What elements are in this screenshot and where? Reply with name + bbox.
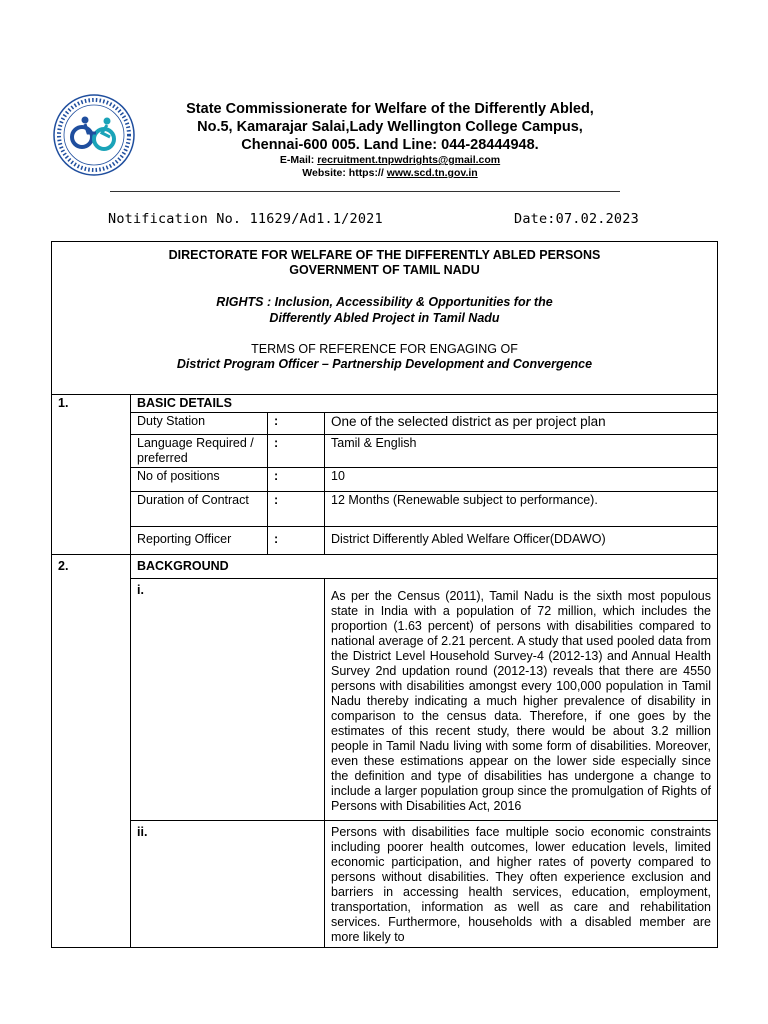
list-item xyxy=(52,821,718,948)
section-row xyxy=(52,395,718,413)
row-label: Reporting Officer xyxy=(131,527,268,555)
website-link[interactable]: www.scd.tn.gov.in xyxy=(386,167,478,179)
item-number: i. xyxy=(131,579,325,821)
section-heading: BASIC DETAILS xyxy=(131,395,718,413)
email-line: E-Mail: recruitment.tnpwdrights@gmail.com xyxy=(279,154,501,166)
project-title-line2: Differently Abled Project in Tamil Nadu xyxy=(269,311,500,325)
item-paragraph: As per the Census (2011), Tamil Nadu is the sixth most populous state in India with a population of 72 million, which includes the proportion (1.63 percent) of persons with disabilities compared to national average of 2.21 percent. A study that used pooled data from the District Level Household Survey-4 (2012-13) and Annual Health Survey 2nd updation round (2012-13) reveals that there are 4550 persons with disabilities amongst every 100,000 population in Tamil Nadu thereby indicating a much higher prevalence of disability in comparison to the census data. Therefore, if one goes by the estimates of this recent study, there would be about 3.2 million people in Tamil Nadu living with some form of disabilities. Moreover, even these estimations appear on the lower side especially since the definition and type of disabilities has undergone a change to include a larger population group since the promulgation of Rights of Persons with Disabilities Act, 2016 xyxy=(325,579,718,821)
row-value: District Differently Abled Welfare Officer(DDAWO) xyxy=(325,527,718,555)
title-box xyxy=(51,241,718,394)
table-row xyxy=(52,468,718,492)
department-logo-icon xyxy=(52,93,136,177)
row-colon: : xyxy=(268,527,325,555)
row-colon: : xyxy=(268,435,325,468)
website-line: Website: https:// www.scd.tn.gov.in xyxy=(302,167,478,179)
row-value: Tamil & English xyxy=(325,435,718,468)
org-city-phone: Chennai-600 005. Land Line: 044-28444948. xyxy=(241,137,539,153)
item-paragraph: Persons with disabilities face multiple socio economic constraints including poorer health outcomes, lower education levels, limited economic participation, and higher rates of poverty compared to persons without disabilities. They often experience exclusion and barriers in accessing health services, education, employment, transportation, information as well as care and rehabilitation services. Furthermore, households with a disabled member are more likely to xyxy=(325,821,718,948)
letterhead xyxy=(140,100,640,180)
row-label: No of positions xyxy=(131,468,268,492)
row-value: 12 Months (Renewable subject to performance). xyxy=(325,492,718,527)
org-name: State Commissionerate for Welfare of the Differently Abled, xyxy=(186,101,594,117)
header-divider xyxy=(110,191,620,192)
item-number: ii. xyxy=(131,821,325,948)
table-row xyxy=(52,492,718,527)
row-label: Duty Station xyxy=(131,413,268,435)
section-heading: BACKGROUND xyxy=(131,555,718,579)
row-colon: : xyxy=(268,492,325,527)
section-number: 1. xyxy=(52,395,131,555)
terms-table xyxy=(51,394,718,948)
row-colon: : xyxy=(268,468,325,492)
directorate-title: DIRECTORATE FOR WELFARE OF THE DIFFERENTLY ABLED PERSONS xyxy=(168,248,601,262)
email-link[interactable]: recruitment.tnpwdrights@gmail.com xyxy=(317,154,501,166)
government-title: GOVERNMENT OF TAMIL NADU xyxy=(289,263,480,277)
org-address: No.5, Kamarajar Salai,Lady Wellington College Campus, xyxy=(197,119,583,135)
tor-heading: TERMS OF REFERENCE FOR ENGAGING OF xyxy=(251,342,518,356)
notification-number: Notification No. 11629/Ad1.1/2021 xyxy=(108,211,383,227)
project-title-line1: RIGHTS : Inclusion, Accessibility & Opportunities for the xyxy=(216,295,553,309)
row-colon: : xyxy=(268,413,325,435)
section-row xyxy=(52,555,718,579)
row-label: Duration of Contract xyxy=(131,492,268,527)
notification-date: Date:07.02.2023 xyxy=(514,211,639,227)
post-title: District Program Officer – Partnership Development and Convergence xyxy=(176,357,593,371)
table-row xyxy=(52,527,718,555)
row-value: 10 xyxy=(325,468,718,492)
row-value: One of the selected district as per project plan xyxy=(325,413,718,435)
list-item xyxy=(52,579,718,821)
table-row xyxy=(52,413,718,435)
row-label: Language Required / preferred xyxy=(131,435,268,468)
table-row xyxy=(52,435,718,468)
section-number: 2. xyxy=(52,555,131,948)
